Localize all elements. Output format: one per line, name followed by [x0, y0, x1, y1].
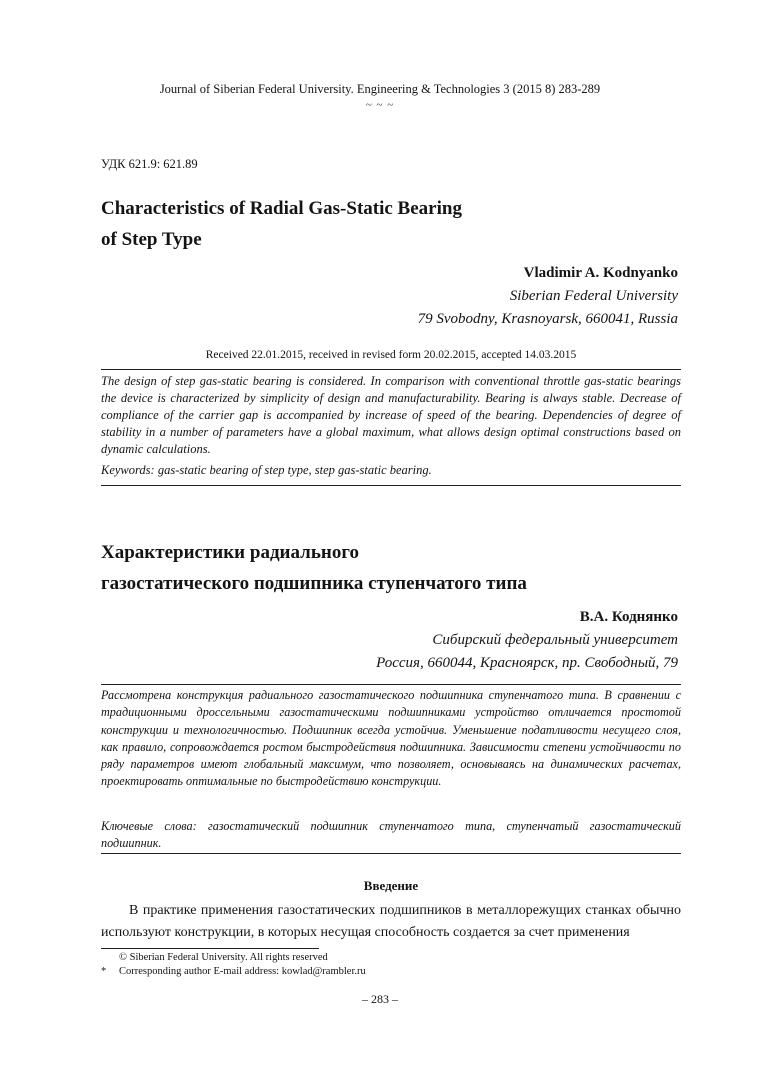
- english-abstract: The design of step gas-static bearing is considered. In comparison with conventional throttle gas-static bearings the device is characterized by simplicity of design and manufacturability. Bearing is always stable. Decrease of compliance of the carrier gap is accompanied by increase of speed of the bearing. Dependencies of degree of stability in a number of parameters have a global maximum, what allows design optimal constructions based on dynamic calculations.: [101, 374, 681, 456]
- footnote-rule: [101, 948, 319, 949]
- page-number: – 283 –: [362, 992, 398, 1006]
- english-author: Vladimir A. Kodnyanko: [523, 265, 678, 281]
- english-title-line-2: of Step Type: [101, 229, 202, 250]
- copyright-note: © Siberian Federal University. All rights reserved: [119, 952, 328, 963]
- udc-code: УДК 621.9: 621.89: [101, 157, 198, 171]
- russian-keywords: Ключевые слова: газостатический подшипник ступенчатого типа, ступенчатый газостатический подшипник.: [101, 819, 681, 851]
- english-address: 79 Svobodny, Krasnoyarsk, 660041, Russia: [417, 311, 678, 327]
- english-title: [101, 193, 661, 255]
- corresponding-author-note: Corresponding author E-mail address: kowlad@rambler.ru: [119, 966, 366, 977]
- russian-title: [101, 537, 661, 599]
- header-ornament: ~ ~ ~: [365, 99, 395, 111]
- russian-author: В.А. Коднянко: [579, 609, 678, 625]
- received-dates: Received 22.01.2015, received in revised form 20.02.2015, accepted 14.03.2015: [205, 349, 577, 361]
- english-affiliation: Siberian Federal University: [509, 288, 678, 304]
- introduction-text: В практике применения газостатических подшипников в металлорежущих станках обычно используют конструкции, в которых несущая способность создается за счет применения: [101, 903, 681, 940]
- abstract-bottom-rule: [101, 485, 681, 486]
- abstract-top-rule: [101, 369, 681, 370]
- russian-title-line-1: Характеристики радиального: [101, 542, 359, 563]
- journal-header: Journal of Siberian Federal University. Engineering & Technologies 3 (2015 8) 283-289: [159, 82, 601, 96]
- russian-affiliation: Сибирский федеральный университет: [432, 632, 678, 648]
- russian-abstract-bottom-rule: [101, 853, 681, 854]
- section-heading: Введение: [363, 878, 419, 893]
- russian-address: Россия, 660044, Красноярск, пр. Свободный, 79: [376, 655, 678, 671]
- russian-title-line-2: газостатического подшипника ступенчатого типа: [101, 573, 527, 594]
- russian-abstract-top-rule: [101, 684, 681, 685]
- russian-abstract: Рассмотрена конструкция радиального газостатического подшипника ступенчатого типа. В сравнении с традиционными дроссельными газостатическими подшипниками устройство отличается простотой конструкции и технологичностью. Подшипник всегда устойчив. Уменьшение податливости несущего слоя, как правило, сопровождается ростом быстродействия подшипника. Зависимости степени устойчивости по ряду параметров имеют глобальный максимум, что позволяет, основываясь на динамических расчетах, проектировать оптимальные по быстродействию конструкции.: [101, 688, 681, 789]
- english-title-line-1: Characteristics of Radial Gas-Static Bearing: [101, 198, 462, 219]
- english-keywords: Keywords: gas-static bearing of step type, step gas-static bearing.: [101, 463, 432, 477]
- footnote-marker: *: [101, 966, 107, 977]
